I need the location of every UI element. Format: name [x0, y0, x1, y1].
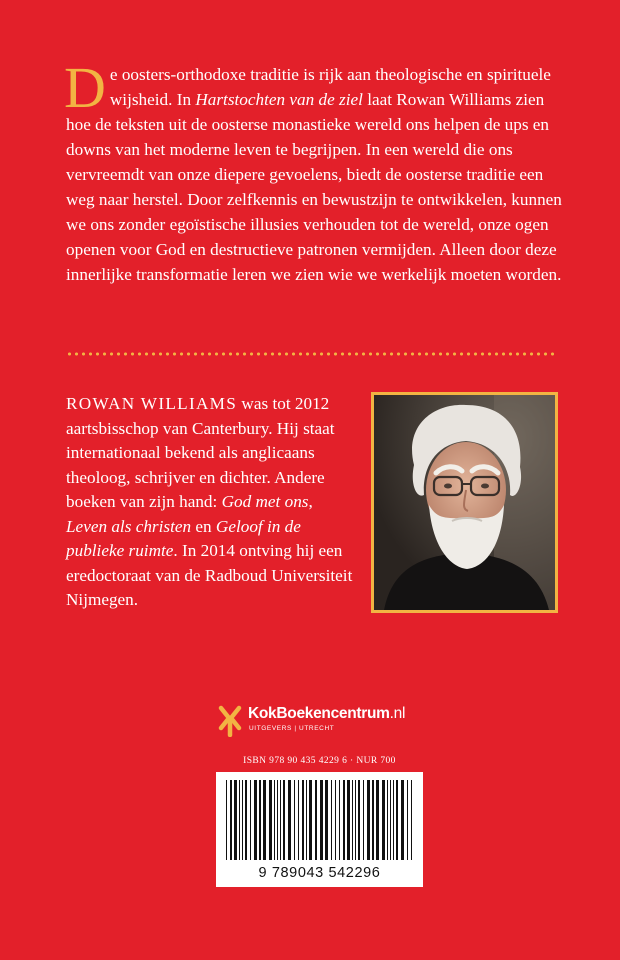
bio-book-2: Leven als christen	[66, 516, 192, 536]
bio-sep-2: en	[191, 516, 216, 536]
barcode-bar	[242, 780, 243, 860]
dotted-divider	[66, 352, 556, 356]
bio-text-2: . In 2014 ontving hij een eredoctoraat van de Radboud Universiteit Nijmegen.	[66, 541, 353, 609]
publisher-name-main: KokBoekencentrum	[248, 705, 390, 722]
barcode-bar	[306, 780, 307, 860]
barcode-bar	[277, 780, 278, 860]
drop-cap: D	[64, 55, 106, 120]
publisher-name	[248, 705, 405, 723]
barcode-bar	[315, 780, 317, 860]
barcode	[216, 772, 423, 887]
barcode-bar	[298, 780, 299, 860]
bio-book-3: Geloof in de publieke ruimte	[66, 516, 301, 560]
barcode-bar	[347, 780, 350, 860]
barcode-bar	[226, 780, 227, 860]
barcode-bar	[339, 780, 340, 860]
barcode-bar	[274, 780, 275, 860]
barcode-bar	[283, 780, 285, 860]
barcode-bar	[239, 780, 240, 860]
barcode-bar	[335, 780, 336, 860]
blurb-book-title: Hartstochten van de ziel	[195, 90, 363, 109]
blurb-text-1: e oosters-orthodoxe traditie is rijk aan theologische en spirituele wijsheid. In	[109, 65, 551, 109]
barcode-bar	[390, 780, 391, 860]
barcode-bar	[393, 780, 394, 860]
barcode-bar	[355, 780, 356, 860]
barcode-bar	[363, 780, 364, 860]
bio-book-1: God met ons	[221, 492, 309, 511]
barcode-bar	[294, 780, 295, 860]
barcode-bar	[269, 780, 272, 860]
bio-sep-1: ,	[308, 492, 313, 511]
barcode-bar	[407, 780, 408, 860]
barcode-bar	[302, 780, 304, 860]
barcode-bar	[352, 780, 353, 860]
barcode-bar	[234, 780, 237, 860]
barcode-bar	[372, 780, 374, 860]
blurb-text-2: laat Rowan Williams zien hoe de teksten uit de oosterse monastieke wereld ons helpen de ups en downs van het moderne leven te begrijpen. In een wereld die ons vervreemdt van onze diepere gevoelens, biedt de oosterse traditie een weg naar herstel. Door zelfkennis en bewustzijn te ontwikkelen, kunnen we ons zonder egoïstische illusies verhouden tot de wereld, onze ogen openen voor God en destructieve patronen vermijden. Alleen door deze innerlijke transformatie leren we zien wie we werkelijk moeten worden.	[66, 90, 562, 284]
barcode-bar	[320, 780, 323, 860]
barcode-bar	[254, 780, 257, 860]
barcode-bar	[331, 780, 332, 860]
barcode-bar	[309, 780, 312, 860]
author-bio	[66, 392, 356, 613]
back-cover-blurb	[64, 55, 566, 287]
barcode-bar	[401, 780, 404, 860]
kokboekencentrum-logo-icon	[218, 705, 242, 737]
barcode-bar	[367, 780, 370, 860]
barcode-bar	[325, 780, 328, 860]
isbn-nur-line: ISBN 978 90 435 4229 6 · NUR 700	[243, 756, 396, 766]
barcode-bar	[230, 780, 232, 860]
barcode-bar	[411, 780, 412, 860]
barcode-bar	[376, 780, 379, 860]
publisher-tld: .nl	[389, 705, 406, 722]
barcode-bars	[216, 772, 423, 864]
barcode-bar	[396, 780, 398, 860]
barcode-bar	[245, 780, 247, 860]
barcode-bar	[358, 780, 360, 860]
bio-text-1: was tot 2012 aartsbisschop van Canterbury. Hij staat internationaal bekend als anglicaans theoloog, schrijver en dichter. Andere boeken van zijn hand:	[66, 394, 335, 511]
publisher-logo	[218, 703, 438, 743]
author-photo	[371, 392, 558, 613]
author-portrait-image	[374, 395, 555, 610]
barcode-bar	[387, 780, 388, 860]
barcode-bar	[382, 780, 385, 860]
barcode-bar	[343, 780, 345, 860]
publisher-subtitle: UITGEVERS | UTRECHT	[249, 725, 335, 732]
barcode-bar	[288, 780, 291, 860]
barcode-bar	[250, 780, 251, 860]
author-name: ROWAN WILLIAMS	[66, 394, 238, 413]
barcode-bar	[263, 780, 266, 860]
barcode-digits: 9 789043 542296	[258, 865, 381, 881]
barcode-bar	[259, 780, 261, 860]
barcode-bar	[280, 780, 281, 860]
